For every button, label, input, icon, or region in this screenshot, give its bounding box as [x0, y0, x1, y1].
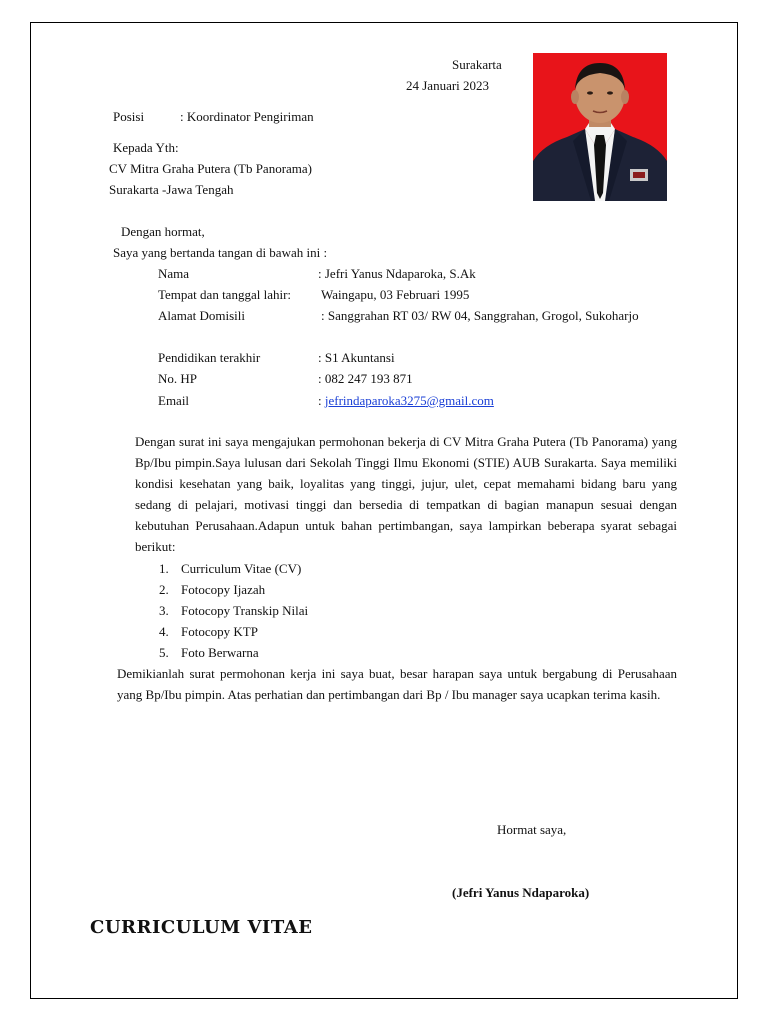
position-value: : Koordinator Pengiriman [180, 109, 314, 124]
attachment-item-number: 3. [159, 603, 169, 618]
letter-date: 24 Januari 2023 [406, 78, 490, 93]
detail-birth-value: Waingapu, 03 Februari 1995 [321, 287, 470, 302]
detail-email-label: Email [158, 393, 190, 408]
profile-photo [533, 53, 667, 201]
detail-email-row [318, 393, 494, 409]
attachment-item-text: Foto Berwarna [181, 645, 259, 660]
attachment-item-text: Curriculum Vitae (CV) [181, 561, 302, 576]
recipient-location: Surakarta -Jawa Tengah [109, 182, 234, 197]
detail-phone-label: No. HP [158, 371, 198, 386]
attachment-item-number: 4. [159, 624, 169, 639]
position-label: Posisi [113, 109, 145, 124]
recipient-greeting: Kepada Yth: [113, 140, 179, 155]
body-paragraph: Dengan surat ini saya mengajukan permohonan bekerja di CV Mitra Graha Putera (Tb Panorama) yang Bp/Ibu pimpin.Saya lulusan dari Sekolah Tinggi Ilmu Ekonomi (STIE) AUB Surakarta. Saya memiliki kondisi kesehatan yang baik, loyalitas yang tinggi, jujur, ulet, cepat memahami bidang baru yang sedang di pelajari, motivasi tinggi dan bersedia di tempatkan di bagian manapun sesuai dengan kebutuhan Perusahaan.Adapun untuk bahan pertimbangan, saya lampirkan beberapa syarat sebagai berikut: [135, 434, 677, 554]
salutation: Dengan hormat, [121, 224, 205, 239]
detail-phone-value: : 082 247 193 871 [318, 371, 413, 386]
letter-city: Surakarta [452, 57, 502, 72]
detail-name-value: : Jefri Yanus Ndaparoka, S.Ak [318, 266, 476, 281]
recipient-company: CV Mitra Graha Putera (Tb Panorama) [109, 161, 313, 176]
detail-address-value: : Sanggrahan RT 03/ RW 04, Sanggrahan, Grogol, Sukoharjo [321, 308, 639, 323]
attachment-item-number: 1. [159, 561, 169, 576]
attachment-item-number: 2. [159, 582, 169, 597]
detail-education-value: : S1 Akuntansi [318, 350, 395, 365]
attachment-item-text: Fotocopy Transkip Nilai [181, 603, 309, 618]
intro-line: Saya yang bertanda tangan di bawah ini : [113, 245, 328, 260]
attachment-item-text: Fotocopy KTP [181, 624, 258, 639]
detail-birth-label: Tempat dan tanggal lahir: [158, 287, 292, 302]
detail-email-colon: : [318, 393, 325, 408]
attachment-item-number: 5. [159, 645, 169, 660]
detail-address-label: Alamat Domisili [158, 308, 246, 323]
cv-title: CURRICULUM VITAE [90, 917, 313, 938]
attachment-item-text: Fotocopy Ijazah [181, 582, 266, 597]
closing-paragraph: Demikianlah surat permohonan kerja ini saya buat, besar harapan saya untuk bergabung di Perusahaan yang Bp/Ibu pimpin. Atas perhatian dan pertimbangan dari Bp / Ibu manager saya ucapkan terima kasih. [117, 666, 677, 702]
detail-name-label: Nama [158, 266, 190, 281]
signature-name: (Jefri Yanus Ndaparoka) [452, 885, 590, 900]
signoff: Hormat saya, [497, 822, 567, 837]
email-link[interactable]: jefrindaparoka3275@gmail.com [324, 393, 494, 408]
detail-education-label: Pendidikan terakhir [158, 350, 261, 365]
